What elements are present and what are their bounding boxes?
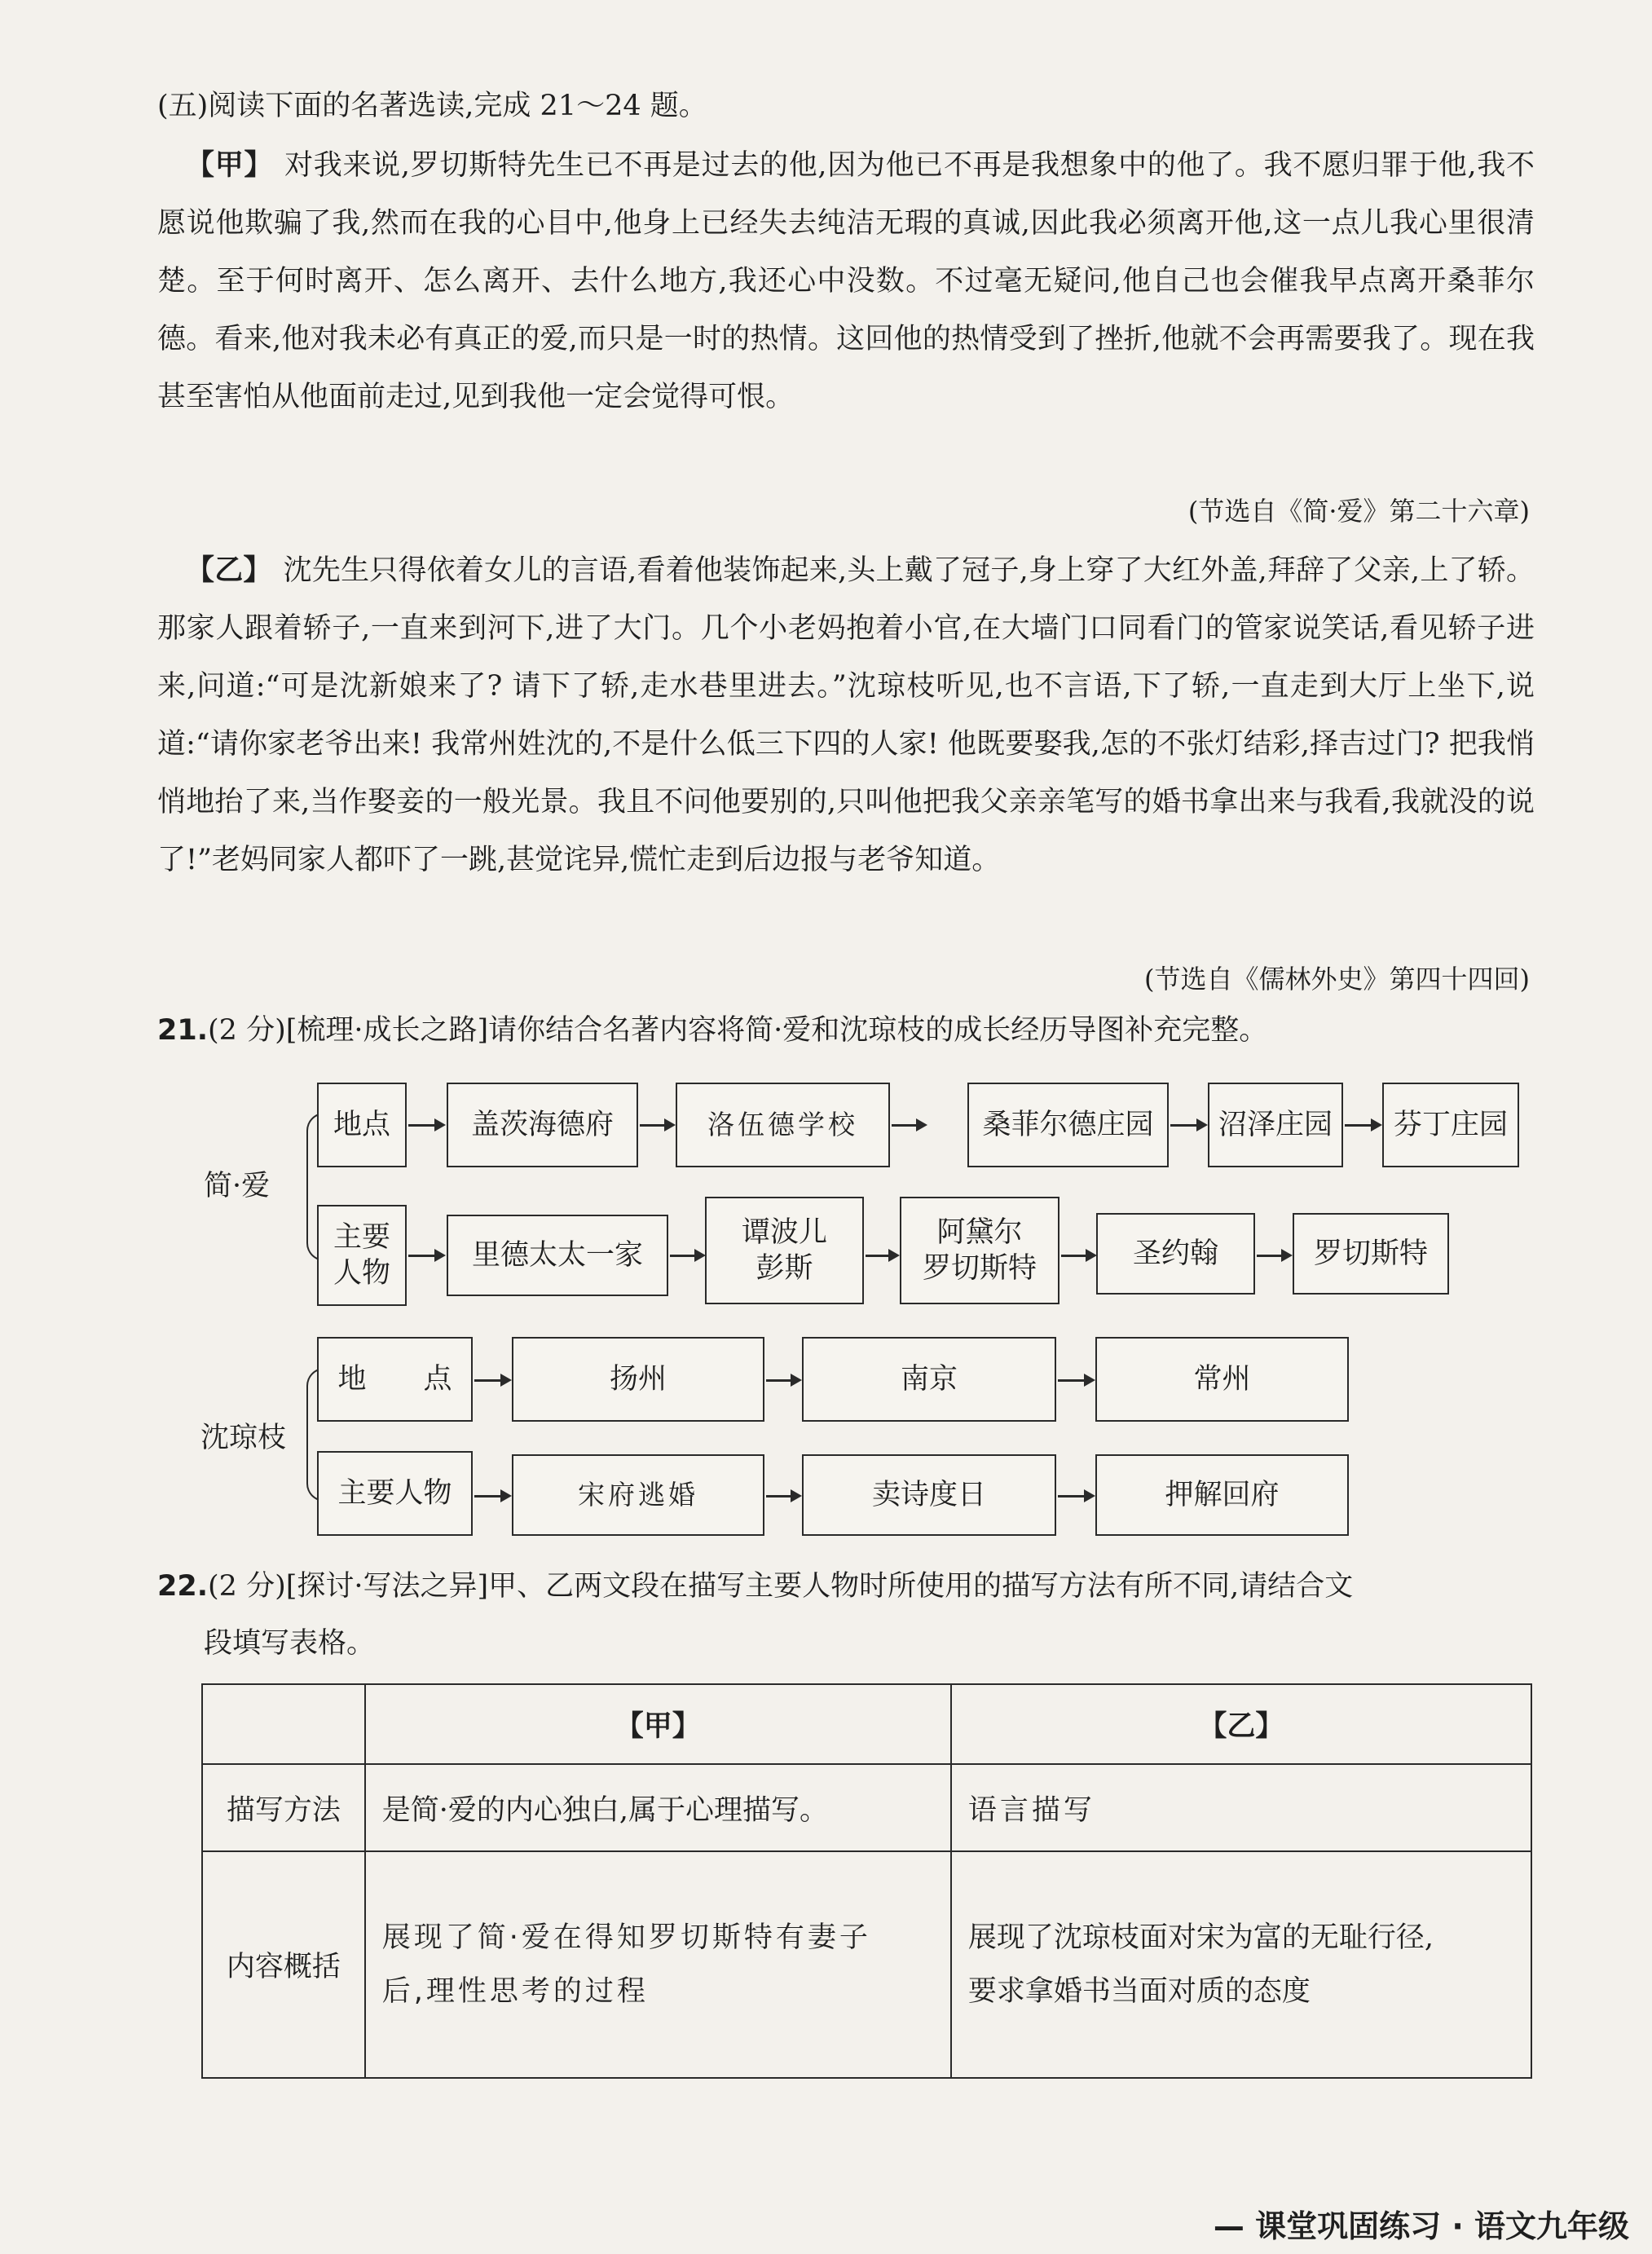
row-label-summary: 内容概括	[202, 1851, 365, 2078]
jane-place-2-answer: 洛伍德学校	[676, 1083, 890, 1167]
arrow	[1257, 1255, 1289, 1257]
table-row	[202, 1851, 1531, 2078]
cell-summary-yi	[951, 1851, 1531, 2078]
arrow	[408, 1255, 443, 1257]
jane-people-label-line2: 人物	[333, 1257, 390, 1290]
jane-person-1: 里德太太一家	[447, 1215, 668, 1296]
arrow	[1170, 1124, 1205, 1127]
jane-person-3-line1: 阿黛尔	[936, 1216, 1023, 1249]
shen-place-2: 南京	[802, 1337, 1056, 1422]
passage-jia-tag: 【甲】	[186, 149, 274, 182]
cell-method-jia: 是简·爱的内心独白,属于心理描写。	[365, 1764, 951, 1851]
question-22-text-line2: 段填写表格。	[204, 1627, 376, 1660]
shen-place-1: 扬州	[512, 1337, 764, 1422]
jane-place-5: 芬丁庄园	[1382, 1083, 1519, 1167]
answer-table	[201, 1683, 1532, 2079]
arrow	[766, 1495, 799, 1498]
jane-person-3-line2: 罗切斯特	[922, 1252, 1037, 1285]
cell-method-yi-answer: 语言描写	[951, 1764, 1531, 1851]
shen-event-1-answer: 宋府逃婚	[512, 1454, 764, 1536]
cell-summary-yi-line2: 要求拿婚书当面对质的态度	[967, 1975, 1311, 2008]
arrow	[474, 1495, 509, 1498]
passage-jia-source: (节选自《简·爱》第二十六章)	[1187, 496, 1530, 527]
cell-summary-jia-line2: 后,理性思考的过程	[381, 1975, 649, 2008]
question-22	[157, 1568, 1353, 1604]
cell-summary-jia-answer	[365, 1851, 951, 2078]
page-footer: — 课堂巩固练习 · 语文九年级	[1213, 2208, 1629, 2244]
jane-person-2	[705, 1197, 864, 1304]
arrow	[670, 1255, 703, 1257]
table-header-yi: 【乙】	[951, 1684, 1531, 1764]
jane-person-5: 罗切斯特	[1293, 1213, 1449, 1295]
arrow	[892, 1124, 924, 1127]
section-intro: (五)阅读下面的名著选读,完成 21～24 题。	[157, 90, 707, 122]
jane-person-2-line1: 谭波儿	[741, 1216, 827, 1249]
cell-summary-jia-line1: 展现了简·爱在得知罗切斯特有妻子	[381, 1921, 871, 1954]
arrow	[640, 1124, 672, 1127]
arrow	[408, 1124, 443, 1127]
table-row	[202, 1764, 1531, 1851]
table-header-row	[202, 1684, 1531, 1764]
arrow	[1061, 1255, 1094, 1257]
table-header-jia: 【甲】	[365, 1684, 951, 1764]
shen-place-3: 常州	[1095, 1337, 1349, 1422]
passage-yi-source: (节选自《儒林外史》第四十四回)	[1144, 964, 1530, 995]
jane-place-1: 盖茨海德府	[447, 1083, 638, 1167]
arrow	[1058, 1495, 1092, 1498]
question-22-number: 22.	[157, 1570, 209, 1603]
arrow	[766, 1379, 799, 1382]
row-label-method: 描写方法	[202, 1764, 365, 1851]
jane-people-label-line1: 主要	[333, 1221, 390, 1254]
question-22-text-line1: (2 分)[探讨·写法之异]甲、乙两文段在描写主要人物时所使用的描写方法有所不同,请结合文	[208, 1570, 1354, 1603]
cell-summary-yi-line1: 展现了沈琼枝面对宋为富的无耻行径,	[967, 1921, 1434, 1954]
question-21-number: 21.	[157, 1014, 209, 1047]
arrow	[1058, 1379, 1092, 1382]
jane-place-label: 地点	[317, 1083, 407, 1167]
passage-yi-text: 沈先生只得依着女儿的言语,看着他装饰起来,头上戴了冠子,身上穿了大红外盖,拜辞了父亲,上了轿。那家人跟着轿子,一直来到河下,进了大门。几个小老妈抱着小官,在大墙门口同看门的管家说笑话,看见轿子进来,问道:“可是沈新娘来了? 请下了轿,走水巷里进去。”沈琼枝听见,也不言语,下了轿,一直走到大厅上坐下,说道:“请你家老爷出来! 我常州姓沈的,不是什么低三下四的人家! 他既要娶我,怎的不张灯结彩,择吉过门? 把我悄悄地抬了来,当作娶妾的一般光景。我且不问他要别的,只叫他把我父亲亲笔写的婚书拿出来与我看,我就没的说了!”老妈同家人都吓了一跳,甚觉诧异,慌忙走到后边报与老爷知道。	[157, 554, 1535, 876]
arrow	[866, 1255, 896, 1257]
passage-jia	[157, 137, 1535, 426]
jane-person-3	[900, 1197, 1059, 1304]
passage-yi-tag: 【乙】	[186, 554, 272, 587]
shen-event-2: 卖诗度日	[802, 1454, 1056, 1536]
table-corner-cell	[202, 1684, 365, 1764]
jane-people-label	[317, 1205, 407, 1306]
shen-place-label: 地 点	[317, 1337, 473, 1422]
passage-yi	[157, 542, 1535, 889]
arrow	[474, 1379, 509, 1382]
jane-branch-label: 简·爱	[204, 1170, 271, 1202]
shen-events-label: 主要人物	[317, 1451, 473, 1536]
arrow	[1345, 1124, 1379, 1127]
shen-branch-label: 沈琼枝	[200, 1422, 287, 1454]
passage-jia-text: 对我来说,罗切斯特先生已不再是过去的他,因为他已不再是我想象中的他了。我不愿归罪于他,我不愿说他欺骗了我,然而在我的心目中,他身上已经失去纯洁无瑕的真诚,因此我必须离开他,这一点儿我心里很清楚。至于何时离开、怎么离开、去什么地方,我还心中没数。不过毫无疑问,他自己也会催我早点离开桑菲尔德。看来,他对我未必有真正的爱,而只是一时的热情。这回他的热情受到了挫折,他就不会再需要我了。现在我甚至害怕从他面前走过,见到我他一定会觉得可恨。	[157, 149, 1535, 413]
jane-person-4: 圣约翰	[1096, 1213, 1255, 1295]
shen-event-3: 押解回府	[1095, 1454, 1349, 1536]
jane-place-3: 桑菲尔德庄园	[967, 1083, 1169, 1167]
question-21	[157, 1012, 1267, 1048]
jane-person-2-line2: 彭斯	[756, 1252, 813, 1285]
jane-place-4: 沼泽庄园	[1208, 1083, 1343, 1167]
question-21-text: (2 分)[梳理·成长之路]请你结合名著内容将简·爱和沈琼枝的成长经历导图补充完整。	[208, 1014, 1268, 1047]
